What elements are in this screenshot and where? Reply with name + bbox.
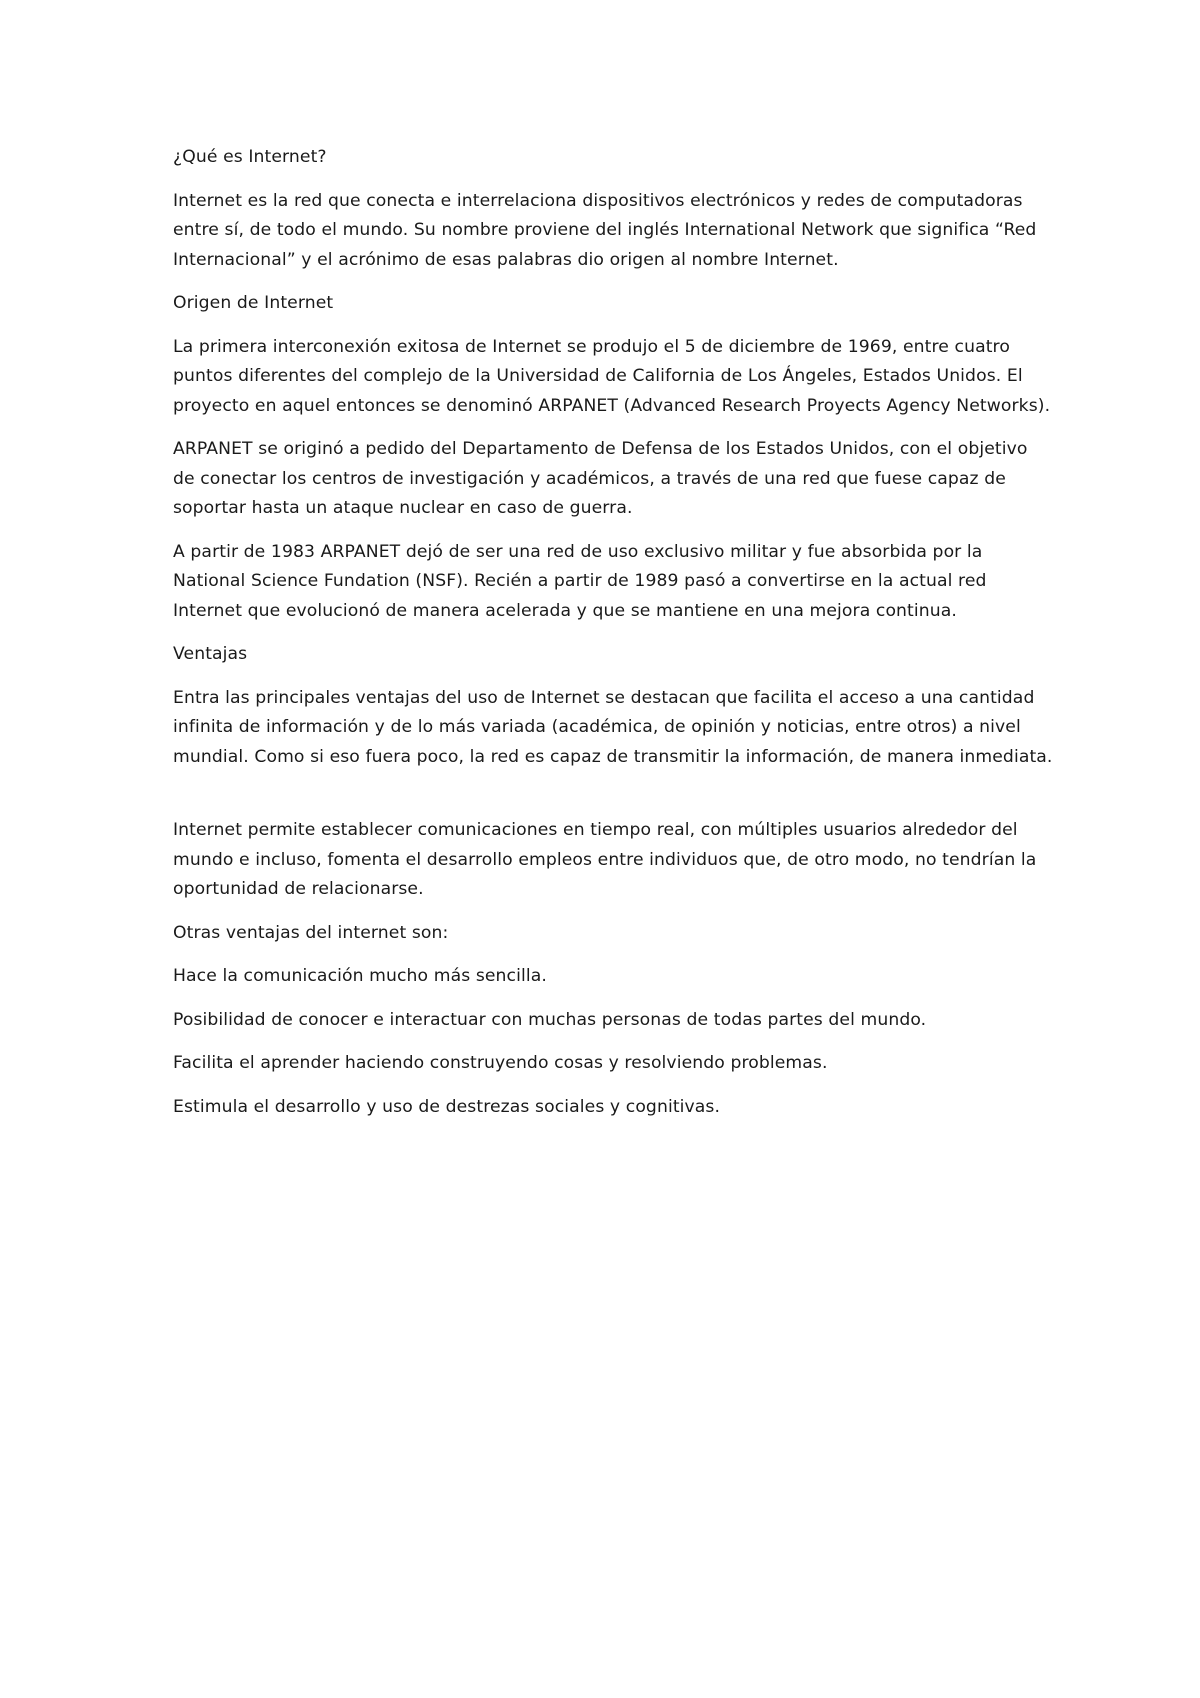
paragraph-comunicaciones: Internet permite establecer comunicaciones en tiempo real, con múltiples usuarios alrededor del mundo e incluso, fomenta el desarrollo empleos entre individuos que, de otro modo, no tendrían la oportunidad de relacionarse. xyxy=(173,820,1037,899)
heading-origen-de-internet: Origen de Internet xyxy=(173,293,334,313)
list-item-aprender: Facilita el aprender haciendo construyendo cosas y resolviendo problemas. xyxy=(173,1053,828,1073)
list-item-comunicacion: Hace la comunicación mucho más sencilla. xyxy=(173,966,547,986)
document-body xyxy=(173,143,1053,1136)
paragraph-ventajas-principales: Entra las principales ventajas del uso de Internet se destacan que facilita el acceso a una cantidad infinita de información y de lo más variada (académica, de opinión y noticias, entre otros) a nivel mundial. Como si eso fuera poco, la red es capaz de transmitir la información, de manera inmediata. xyxy=(173,687,1053,767)
list-item-conocer-personas: Posibilidad de conocer e interactuar con muchas personas de todas partes del mundo. xyxy=(173,1009,927,1030)
paragraph-arpanet-1983: A partir de 1983 ARPANET dejó de ser una red de uso exclusivo militar y fue absorbida por la National Science Fundation (NSF). Recién a partir de 1989 pasó a convertirse en la actual red Internet que evolucionó de manera acelerada y que se mantiene en una mejora continua. xyxy=(173,541,987,621)
paragraph-otras-ventajas: Otras ventajas del internet son: xyxy=(173,922,449,943)
list-item-destrezas: Estimula el desarrollo y uso de destrezas sociales y cognitivas. xyxy=(173,1096,721,1117)
paragraph-arpanet-origen: ARPANET se originó a pedido del Departamento de Defensa de los Estados Unidos, con el objetivo de conectar los centros de investigación y académicos, a través de una red que fuese capaz de soportar hasta un ataque nuclear en caso de guerra. xyxy=(173,439,1028,518)
paragraph-primera-interconexion: La primera interconexión exitosa de Internet se produjo el 5 de diciembre de 1969, entre cuatro puntos diferentes del complejo de la Universidad de California de Los Ángeles, Estados Unidos. El proyecto en aquel entonces se denominó ARPANET (Advanced Research Proyects Agency Networks). xyxy=(173,336,1051,416)
heading-que-es-internet: ¿Qué es Internet? xyxy=(173,147,327,167)
paragraph-definicion: Internet es la red que conecta e interrelaciona dispositivos electrónicos y redes de computadoras entre sí, de todo el mundo. Su nombre proviene del inglés International Network que significa “Red Internacional” y el acrónimo de esas palabras dio origen al nombre Internet. xyxy=(173,190,1037,270)
heading-ventajas: Ventajas xyxy=(173,644,248,664)
